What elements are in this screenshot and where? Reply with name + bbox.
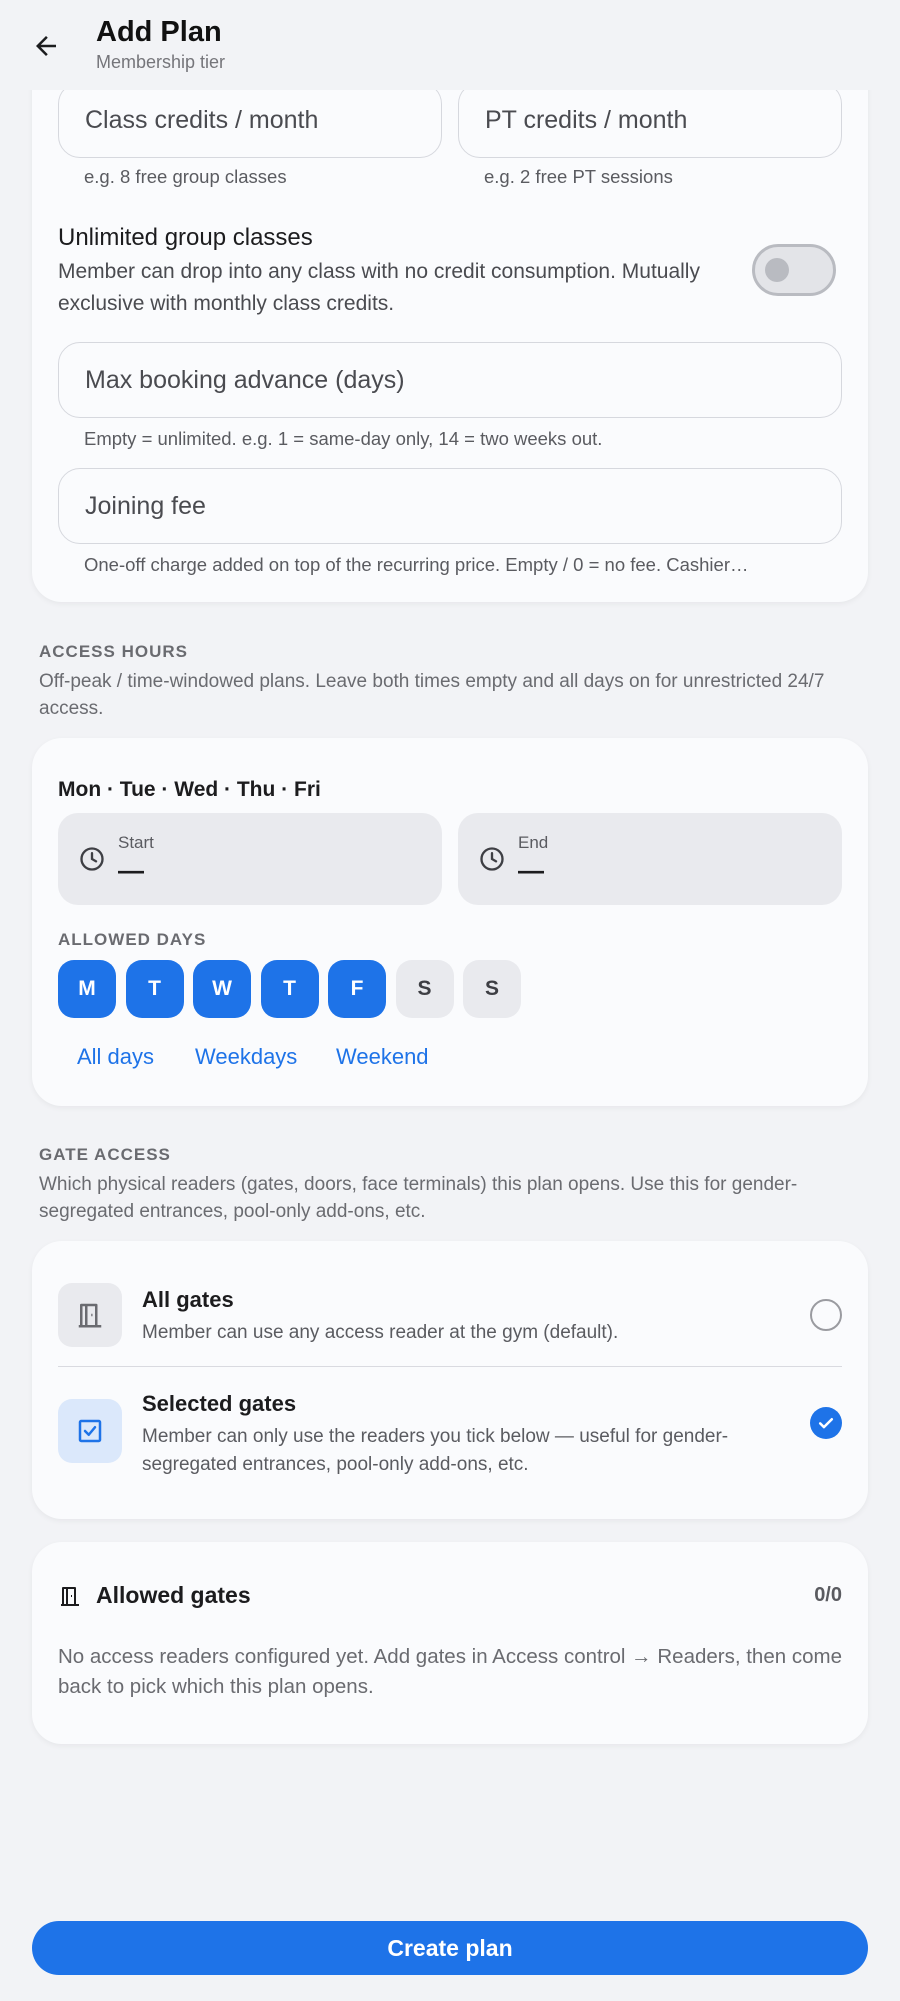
page-subtitle: Membership tier [96, 52, 226, 72]
class-credits-input[interactable] [58, 82, 442, 158]
allowed-gates-card [32, 1542, 868, 1744]
start-time-value: — [118, 855, 144, 885]
door-icon [58, 1584, 82, 1608]
class-credits-placeholder: Class credits / month [85, 105, 319, 134]
checklist-icon [58, 1399, 122, 1463]
access-hours-desc: Off-peak / time-windowed plans. Leave both times empty and all days on for unrestricted 24/7 access. [39, 671, 825, 719]
selected-gates-option[interactable] [32, 1367, 868, 1519]
app-bar [0, 0, 900, 90]
gate-access-label: GATE ACCESS [39, 1145, 171, 1164]
selected-gates-title: Selected gates [142, 1391, 297, 1416]
gate-access-desc: Which physical readers (gates, doors, face terminals) this plan opens. Use this for gender-segregated entrances, pool-only add-ons, etc. [39, 1174, 798, 1222]
selected-gates-radio[interactable] [810, 1407, 842, 1439]
day-chip[interactable]: T [261, 960, 319, 1018]
weekend-link[interactable]: Weekend [336, 1044, 429, 1069]
check-icon [816, 1413, 836, 1433]
credits-card [32, 40, 868, 602]
allowed-gates-empty-text: No access readers configured yet. Add gates in Access control → Readers, then come back to pick which this plan opens. [58, 1645, 842, 1698]
all-days-link[interactable]: All days [77, 1044, 155, 1069]
all-gates-title: All gates [142, 1287, 234, 1312]
joining-fee-helper: One-off charge added on top of the recurring price. Empty / 0 = no fee. Cashier… [84, 554, 749, 575]
access-hours-card [32, 738, 868, 1106]
back-button[interactable] [26, 26, 66, 66]
page-title: Add Plan [96, 16, 222, 48]
create-plan-button[interactable]: Create plan [32, 1921, 868, 1975]
days-summary: Mon · Tue · Wed · Thu · Fri [58, 778, 321, 801]
joining-fee-input[interactable] [58, 468, 842, 544]
day-chip[interactable]: S [463, 960, 521, 1018]
all-gates-radio[interactable] [810, 1299, 842, 1331]
gate-access-card [32, 1241, 868, 1519]
allowed-gates-title: Allowed gates [96, 1582, 251, 1608]
max-booking-placeholder: Max booking advance (days) [85, 365, 405, 394]
start-time-label: Start [118, 833, 154, 852]
unlimited-classes-title: Unlimited group classes [58, 224, 313, 251]
day-chip[interactable]: W [193, 960, 251, 1018]
door-icon [58, 1283, 122, 1347]
class-credits-helper: e.g. 8 free group classes [84, 166, 287, 187]
all-gates-option[interactable] [32, 1241, 868, 1366]
pt-credits-input[interactable] [458, 82, 842, 158]
access-hours-label: ACCESS HOURS [39, 642, 188, 661]
toggle-knob [765, 258, 789, 282]
pt-credits-placeholder: PT credits / month [485, 105, 688, 134]
weekdays-link[interactable]: Weekdays [195, 1044, 298, 1069]
selected-gates-desc: Member can only use the readers you tick below — useful for gender-segregated entrances, pool-only add-ons, etc. [142, 1426, 729, 1475]
arrow-back-icon [31, 31, 61, 61]
allowed-gates-count: 0/0 [814, 1584, 842, 1606]
pt-credits-helper: e.g. 2 free PT sessions [484, 166, 673, 187]
joining-fee-placeholder: Joining fee [85, 491, 206, 520]
end-time-label: End [518, 833, 549, 852]
day-chip[interactable]: S [396, 960, 454, 1018]
all-gates-desc: Member can use any access reader at the gym (default). [142, 1322, 619, 1343]
day-chip[interactable]: M [58, 960, 116, 1018]
day-chip[interactable]: F [328, 960, 386, 1018]
day-chip[interactable]: T [126, 960, 184, 1018]
allowed-days-label: ALLOWED DAYS [58, 930, 207, 949]
max-booking-input[interactable] [58, 342, 842, 418]
max-booking-helper: Empty = unlimited. e.g. 1 = same-day only, 14 = two weeks out. [84, 428, 603, 449]
end-time-value: — [518, 855, 544, 885]
clock-icon [478, 845, 506, 873]
unlimited-classes-desc: Member can drop into any class with no credit consumption. Mutually exclusive with monthly class credits. [58, 260, 700, 315]
end-time-picker[interactable] [458, 813, 842, 905]
clock-icon [78, 845, 106, 873]
start-time-picker[interactable] [58, 813, 442, 905]
unlimited-classes-toggle[interactable] [752, 244, 836, 296]
